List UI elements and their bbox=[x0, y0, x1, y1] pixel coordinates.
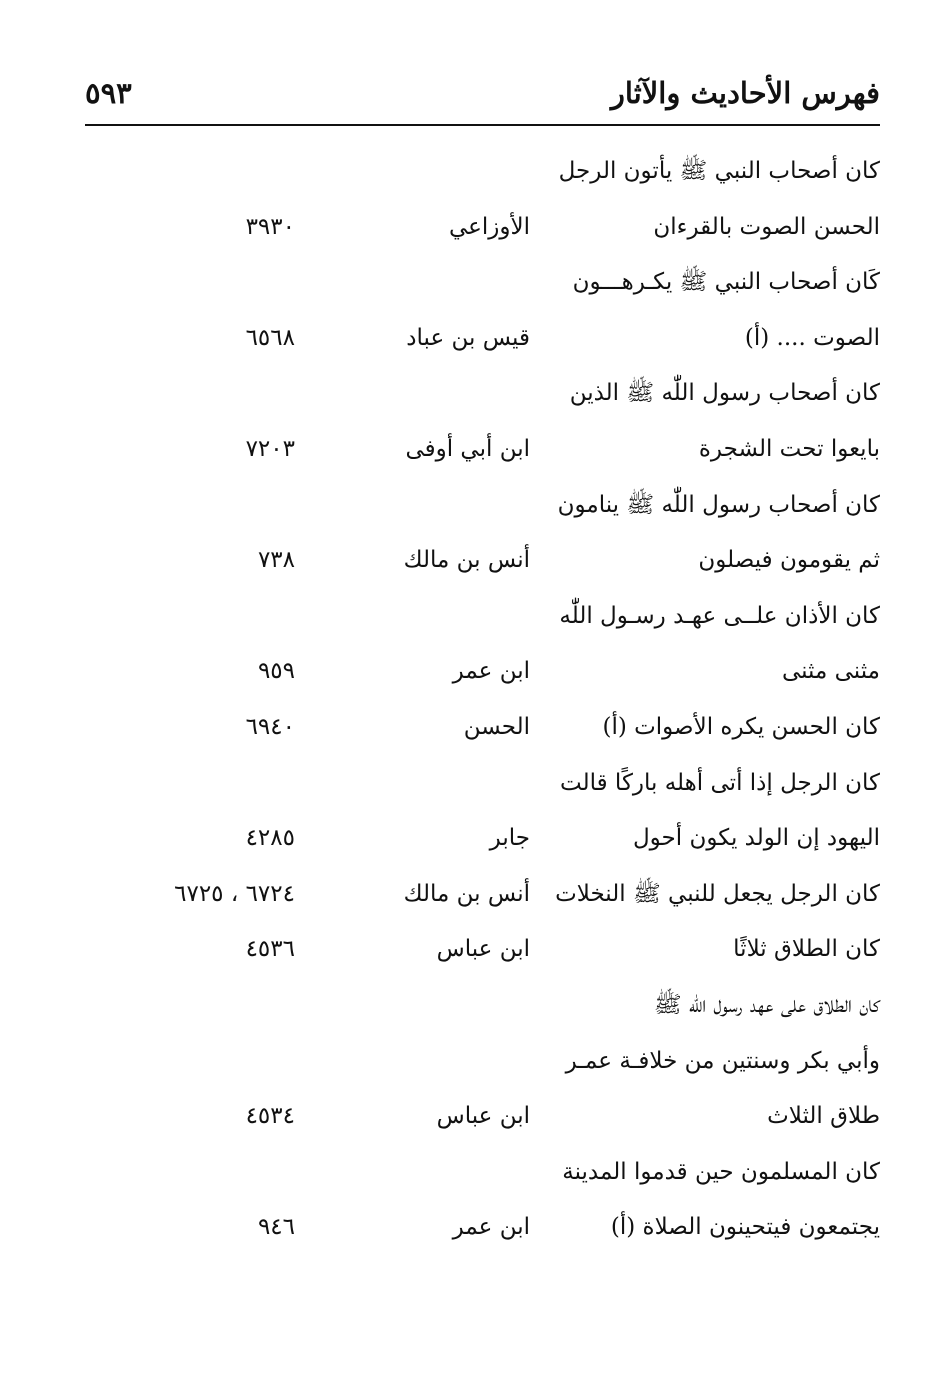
entry-text: كان الطلاق على عهد رسول اللّٰه ﷺ bbox=[653, 991, 880, 1018]
entry-reference: ٧٢٠٣ bbox=[245, 435, 295, 462]
entry-text: بايعوا تحت الشجرة bbox=[698, 435, 880, 462]
entry-text: كان أصحاب النبي ﷺ يأتون الرجل bbox=[558, 158, 880, 184]
page-number: ٥٩٣ bbox=[85, 76, 132, 110]
index-entry bbox=[0, 815, 930, 871]
index-entry bbox=[0, 259, 930, 315]
index-entry bbox=[0, 1149, 930, 1205]
index-entry bbox=[0, 648, 930, 704]
entry-narrator: ابن عباس bbox=[436, 936, 530, 963]
index-entry bbox=[0, 1038, 930, 1094]
index-list bbox=[0, 148, 930, 1260]
index-entry bbox=[0, 537, 930, 593]
index-entry bbox=[0, 148, 930, 204]
index-entry bbox=[0, 704, 930, 760]
entry-reference: ٩٤٦ bbox=[257, 1214, 295, 1241]
entry-narrator: الأوزاعي bbox=[448, 213, 530, 240]
index-entry bbox=[0, 370, 930, 426]
entry-narrator: قيس بن عباد bbox=[406, 324, 530, 351]
entry-reference: ٤٢٨٥ bbox=[245, 825, 295, 852]
entry-text: اليهود إن الولد يكون أحول bbox=[632, 825, 880, 852]
index-entry bbox=[0, 982, 930, 1038]
entry-text: كَان أصحاب النبي ﷺ يكـرهـــون bbox=[572, 269, 880, 296]
entry-narrator: ابن أبي أوفى bbox=[405, 435, 530, 462]
entry-text: وأبي بكر وسنتين من خلافـة عمـر bbox=[565, 1047, 880, 1074]
entry-text: طلاق الثلاث bbox=[767, 1103, 880, 1130]
entry-text: الصوت .... (أ) bbox=[744, 324, 880, 351]
entry-text: ثم يقومون فيصلون bbox=[698, 547, 880, 574]
index-entry bbox=[0, 315, 930, 371]
index-entry bbox=[0, 926, 930, 982]
entry-text: كان المسلمون حين قدموا المدينة bbox=[562, 1158, 880, 1185]
header-rule bbox=[85, 124, 880, 126]
index-entry bbox=[0, 760, 930, 816]
entry-text: يجتمعون فيتحينون الصلاة (أ) bbox=[610, 1214, 880, 1241]
index-entry bbox=[0, 871, 930, 927]
entry-reference: ٧٣٨ bbox=[257, 547, 295, 574]
entry-text: كان الحسن يكره الأصوات (أ) bbox=[602, 713, 880, 740]
entry-narrator: الحسن bbox=[463, 713, 530, 740]
entry-narrator: أنس بن مالك bbox=[403, 880, 530, 907]
entry-reference: ٦٥٦٨ bbox=[245, 324, 295, 351]
index-entry bbox=[0, 482, 930, 538]
entry-narrator: أنس بن مالك bbox=[403, 547, 530, 574]
index-entry bbox=[0, 426, 930, 482]
entry-narrator: ابن عباس bbox=[436, 1103, 530, 1130]
entry-narrator: ابن عمر bbox=[452, 658, 530, 685]
entry-text: مثنى مثنى bbox=[781, 658, 880, 685]
entry-reference: ٦٩٤٠ bbox=[245, 713, 295, 740]
entry-text: كان أصحاب رسول اللّٰه ﷺ ينامون bbox=[557, 491, 880, 518]
page-title: فهرس الأحاديث والآثار bbox=[610, 76, 880, 110]
entry-reference: ٤٥٣٦ bbox=[245, 936, 295, 963]
entry-text: كان الطلاق ثلاثًا bbox=[733, 936, 880, 963]
entry-narrator: جابر bbox=[489, 825, 530, 852]
entry-text: كان الأذان علــى عهـد رسـول اللّٰه bbox=[559, 602, 880, 629]
entry-reference: ٩٥٩ bbox=[257, 658, 295, 685]
index-entry bbox=[0, 1093, 930, 1149]
entry-text: كان الرجل يجعل للنبي ﷺ النخلات bbox=[555, 880, 880, 907]
entry-text: كان الرجل إذا أتى أهله باركًا قالت bbox=[560, 769, 880, 796]
entry-reference: ٣٩٣٠ bbox=[245, 213, 295, 240]
entry-reference: ٦٧٢٤ ، ٦٧٢٥ bbox=[174, 880, 295, 907]
page-header bbox=[85, 74, 880, 118]
index-entry bbox=[0, 1204, 930, 1260]
entry-reference: ٤٥٣٤ bbox=[245, 1103, 295, 1130]
entry-text: كان أصحاب رسول اللّٰه ﷺ الذين bbox=[569, 380, 880, 407]
entry-narrator: ابن عمر bbox=[452, 1214, 530, 1241]
index-entry bbox=[0, 593, 930, 649]
index-entry bbox=[0, 204, 930, 260]
entry-text: الحسن الصوت بالقرءان bbox=[653, 213, 880, 240]
